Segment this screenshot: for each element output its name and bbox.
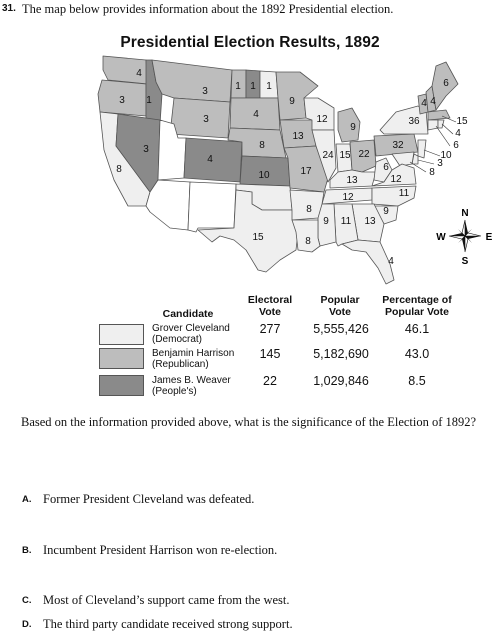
compass-rose-icon: [436, 208, 492, 267]
candidate-name: Benjamin Harrison: [152, 348, 235, 359]
percent-cleveland: 46.1: [404, 322, 430, 336]
label-wi: 12: [316, 114, 328, 125]
label-ms: 9: [323, 216, 329, 227]
header-percent: [372, 294, 462, 318]
header-percent-line1: Percentage of: [382, 294, 452, 306]
compass-w: W: [436, 232, 446, 243]
label-mt: 3: [202, 86, 208, 97]
candidate-name: James B. Weaver: [152, 375, 231, 386]
choice-letter: A.: [22, 494, 32, 505]
state-mi: [338, 108, 360, 142]
label-ks: 10: [258, 170, 270, 181]
state-nj: [418, 140, 426, 158]
election-map: [0, 50, 500, 290]
label-or: 3: [119, 95, 125, 106]
label-il: 24: [322, 150, 334, 161]
state-fl: [342, 240, 394, 284]
label-al: 11: [340, 216, 352, 227]
header-popular-line1: Popular: [320, 294, 360, 306]
label-nc: 11: [398, 188, 410, 199]
choice-letter: B.: [22, 545, 32, 556]
swatch-democrat: [99, 324, 144, 345]
label-la: 8: [305, 236, 311, 247]
label-nj: 10: [440, 150, 452, 161]
state-wy: [170, 98, 230, 138]
label-me: 6: [443, 78, 449, 89]
results-legend: [0, 290, 500, 400]
label-ri: 4: [455, 128, 461, 139]
label-nd-2: 1: [250, 81, 256, 92]
swatch-peoples: [99, 375, 144, 396]
header-electoral: [240, 294, 300, 318]
popular-harrison: 5,182,690: [313, 347, 369, 361]
label-sc: 9: [383, 206, 389, 217]
percent-harrison: 43.0: [404, 347, 430, 361]
label-ia: 13: [292, 131, 304, 142]
compass-s: S: [461, 256, 469, 267]
label-co: 4: [207, 154, 213, 165]
electoral-weaver: 22: [263, 374, 277, 388]
popular-cleveland: 5,555,426: [313, 322, 369, 336]
choice-text: The third party candidate received strong support.: [43, 617, 293, 631]
question-prompt: Based on the information provided above, what is the significance of the Election of 1892?: [21, 415, 477, 429]
electoral-cleveland: 277: [259, 322, 281, 336]
popular-weaver: 1,029,846: [313, 374, 369, 388]
label-va: 12: [390, 174, 402, 185]
label-id: 1: [146, 95, 152, 106]
label-de: 3: [437, 158, 443, 169]
candidate-name: Grover Cleveland: [152, 323, 230, 334]
label-sd: 4: [253, 109, 259, 120]
label-mo: 17: [300, 166, 312, 177]
state-mt: [152, 60, 232, 102]
label-ky: 13: [346, 175, 358, 186]
percent-weaver: 8.5: [408, 374, 426, 388]
compass-n: N: [461, 208, 469, 219]
label-ne: 8: [259, 140, 265, 151]
candidate-weaver: [152, 375, 231, 397]
header-popular: [310, 294, 370, 318]
state-nm: [188, 182, 236, 232]
state-ct: [428, 120, 438, 130]
candidate-cleveland: [152, 323, 230, 345]
candidate-party: (Democrat): [152, 334, 203, 345]
label-wy: 3: [203, 114, 209, 125]
label-in: 15: [339, 150, 351, 161]
choice-letter: D.: [22, 619, 32, 630]
state-md: [392, 152, 414, 166]
label-wv: 6: [383, 162, 389, 173]
state-az: [146, 180, 190, 230]
electoral-harrison: 145: [259, 347, 281, 361]
state-co: [184, 138, 242, 182]
label-tx: 15: [252, 232, 264, 243]
label-wa: 4: [136, 68, 142, 79]
label-tn: 12: [342, 192, 354, 203]
label-oh: 22: [358, 149, 370, 160]
map-title: Presidential Election Results, 1892: [120, 34, 380, 51]
choice-text: Former President Cleveland was defeated.: [43, 492, 255, 506]
label-ma: 15: [456, 116, 468, 127]
state-nc: [372, 186, 416, 206]
header-percent-line2: Popular Vote: [385, 306, 449, 318]
choice-letter: C.: [22, 595, 32, 606]
label-fl: 4: [388, 256, 394, 267]
compass-e: E: [485, 232, 493, 243]
header-popular-line2: Vote: [329, 306, 351, 318]
question-number: 31.: [2, 3, 16, 14]
swatch-republican: [99, 348, 144, 369]
question-stem: The map below provides information about the 1892 Presidential election.: [22, 2, 394, 16]
header-electoral-line1: Electoral: [247, 294, 293, 306]
label-mi: 9: [350, 122, 356, 133]
state-ma: [428, 110, 450, 120]
state-ri: [438, 120, 444, 128]
choice-text: Incumbent President Harrison won re-election.: [43, 543, 278, 557]
label-mn: 9: [289, 96, 295, 107]
candidate-harrison: [152, 348, 234, 370]
header-candidate: Candidate: [162, 308, 214, 320]
label-ar: 8: [306, 204, 312, 215]
label-ct: 6: [453, 140, 459, 151]
choice-text: Most of Cleveland’s support came from the west.: [43, 593, 290, 607]
label-ny: 36: [408, 116, 420, 127]
header-electoral-line2: Vote: [259, 306, 281, 318]
label-nd-3: 1: [266, 81, 272, 92]
label-md: 8: [429, 167, 435, 178]
label-vt: 4: [421, 98, 427, 109]
label-ca: 8: [116, 164, 122, 175]
candidate-party: (Republican): [152, 359, 209, 370]
label-nd-1: 1: [235, 81, 241, 92]
label-pa: 32: [392, 140, 404, 151]
label-ga: 13: [364, 216, 376, 227]
label-nh: 4: [430, 96, 436, 107]
candidate-party: (People's): [152, 386, 197, 397]
label-nv: 3: [143, 144, 149, 155]
